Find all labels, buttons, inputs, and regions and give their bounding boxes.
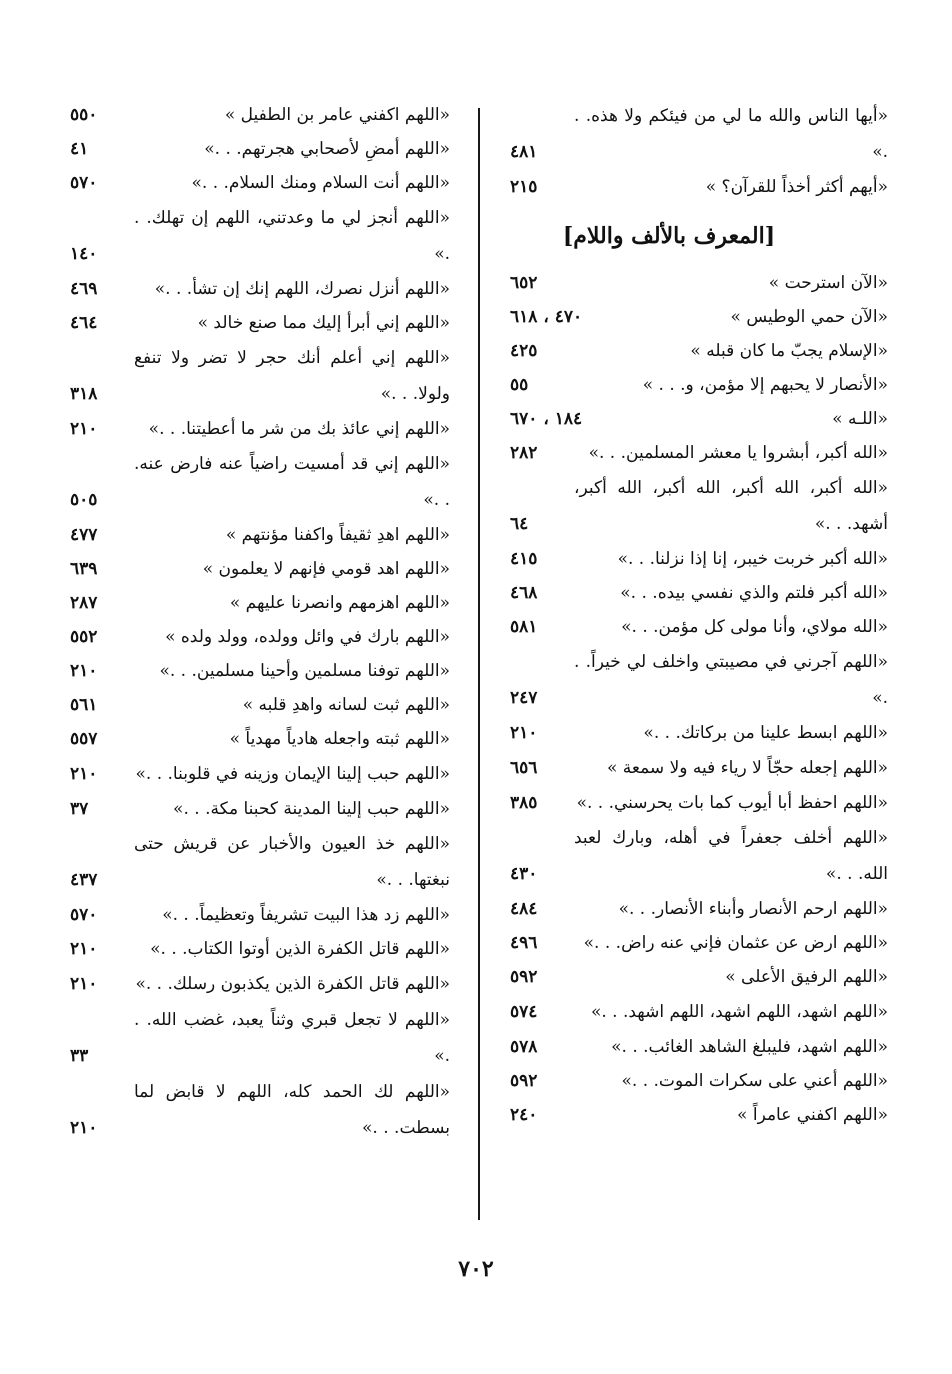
entry-text: «أيهم أكثر أخذاً للقرآن؟ »: [705, 177, 888, 197]
right-entries-b: [510, 266, 888, 1132]
index-entry: [510, 960, 888, 994]
entry-text: «اللهم اكفني عامر بن الطفيل »: [224, 105, 450, 125]
entry-text: «الأنصار لا يحبهم إلا مؤمن، و. . . »: [642, 375, 888, 395]
entry-page-number: ٤١: [70, 139, 89, 159]
index-entry: [70, 306, 450, 340]
entry-text: «اللهم ارحم الأنصار وأبناء الأنصار. . .»: [618, 899, 888, 919]
index-entry: [510, 300, 888, 334]
entry-text: «اللهم أنت السلام ومنك السلام. . .»: [191, 173, 450, 193]
entry-text: «اللهم قاتل الكفرة الذين يكذبون رسلك. . .»: [135, 974, 450, 994]
entry-page-number: ٤٩٦: [510, 933, 538, 953]
entry-page-number: ٥٩٢: [510, 967, 538, 987]
index-entry: [70, 412, 450, 446]
entry-text: «اللهم حبب إلينا الإيمان وزينه في قلوبنا. . .»: [135, 764, 450, 784]
index-entry: [510, 716, 888, 750]
entry-page-number: ٥٧٠: [70, 905, 98, 925]
index-entry: [510, 1030, 888, 1064]
index-entry: [510, 98, 888, 170]
entry-page-number: ٢٤٧: [510, 688, 538, 708]
index-entry: [70, 792, 450, 826]
entry-page-number: ٥٨١: [510, 617, 538, 637]
entry-page-number: ٤٨٤: [510, 899, 538, 919]
entry-text: «اللهم أعني على سكرات الموت. . .»: [621, 1071, 888, 1091]
entry-text: «اللهم اشهد، فليبلغ الشاهد الغائب. . .»: [611, 1037, 888, 1057]
right-entries-a: [510, 98, 888, 204]
index-entry: [70, 966, 450, 1002]
entry-page-number: ٤٧٧: [70, 525, 98, 545]
entry-page-number: ٦٤: [510, 514, 529, 534]
index-entry: [70, 688, 450, 722]
entry-text: «اللهم آجرني في مصيبتي واخلف لي خيراً. . .»: [574, 652, 888, 708]
index-entry: [70, 932, 450, 966]
entry-text: «اللهم إني قد أمسيت راضياً عنه فارض عنه. . .»: [134, 454, 450, 510]
entry-page-number: ٢١٠: [70, 661, 98, 681]
left-column: [70, 98, 450, 1146]
entry-text: «الله أكبر، أبشروا يا معشر المسلمين. . .»: [588, 443, 888, 463]
entry-page-number: ٤٣٧: [70, 870, 98, 890]
index-entry: [70, 654, 450, 688]
index-entry: [510, 750, 888, 786]
entry-page-number: ٢٤٠: [510, 1105, 538, 1125]
entry-text: «الآن حمي الوطيس »: [730, 307, 888, 327]
entry-text: «اللهم ارض عن عثمان فإني عنه راض. . .»: [583, 933, 888, 953]
entry-text: «اللهم ثبت لسانه واهدِ قلبه »: [242, 695, 450, 715]
entry-page-number: ٤٦٤: [70, 313, 98, 333]
index-entry: [510, 436, 888, 470]
entry-page-number: ١٤٠: [70, 244, 98, 264]
entry-page-number: ٢١٠: [70, 764, 98, 784]
entry-text: «اللهم إني أبرأ إليك مما صنع خالد »: [197, 313, 450, 333]
index-entry: [70, 340, 450, 412]
index-entry: [510, 1064, 888, 1098]
entry-text: «اللهم الرفيق الأعلى »: [725, 967, 888, 987]
entry-page-number: ٢١٠: [510, 723, 538, 743]
index-entry: [510, 926, 888, 960]
index-entry: [70, 898, 450, 932]
entry-text: «اللهم أنزل نصرك، اللهم إنك إن تشأ. . .»: [154, 279, 450, 299]
entry-text: «اللهم زد هذا البيت تشريفاً وتعظيماً. . .»: [162, 905, 450, 925]
entry-text: «الله مولاي، وأنا مولى كل مؤمن. . .»: [621, 617, 888, 637]
index-entry: [70, 586, 450, 620]
entry-text: «اللهم أخلف جعفراً في أهله، وبارك لعبد الله. . .»: [574, 828, 888, 884]
index-entry: [510, 820, 888, 892]
entry-text: «اللهم احفظ أبا أيوب كما بات يحرسني. . .»: [576, 793, 888, 813]
entry-text: «الله أكبر خربت خيبر، إنا إذا نزلنا. . .»: [617, 549, 888, 569]
entry-text: «اللهم قاتل الكفرة الذين أوتوا الكتاب. . .»: [150, 939, 450, 959]
index-entry: [70, 446, 450, 518]
entry-text: «الآن استرحت »: [768, 273, 888, 293]
entry-text: «اللهم بارك في وائل وولده، وولد ولده »: [165, 627, 450, 647]
entry-text: «اللهم لا تجعل قبري وثناً يعبد، غضب الله. . .»: [134, 1010, 450, 1066]
entry-text: «اللـه »: [832, 409, 888, 429]
entry-page-number: ٥٥: [510, 375, 529, 395]
entry-page-number: ٤٧٠ ، ٦١٨: [510, 307, 583, 327]
entry-page-number: ٢١٠: [70, 419, 98, 439]
index-entry: [510, 542, 888, 576]
entry-page-number: ٢١٠: [70, 939, 98, 959]
index-entry: [510, 786, 888, 820]
entry-text: «اللهم ثبته واجعله هادياً مهدياً »: [229, 729, 450, 749]
entry-page-number: ٣٣: [70, 1046, 89, 1066]
index-entry: [70, 1074, 450, 1146]
section-heading: [المعرف بالألف واللام]: [562, 223, 776, 249]
index-entry: [510, 368, 888, 402]
entry-text: «اللهم خذ العيون والأخبار عن قريش حتى نبغتها. . .»: [134, 834, 450, 890]
index-entry: [70, 200, 450, 272]
index-entry: [510, 1098, 888, 1132]
entry-text: «الإسلام يجبّ ما كان قبله »: [690, 341, 888, 361]
index-entry: [510, 994, 888, 1030]
entry-page-number: ٢٨٢: [510, 443, 538, 463]
index-entry: [510, 402, 888, 436]
entry-page-number: ٣١٨: [70, 384, 98, 404]
entry-page-number: ٢١٥: [510, 177, 538, 197]
entry-page-number: ٤٦٨: [510, 583, 538, 603]
index-entry: [70, 756, 450, 792]
left-entries: [70, 98, 450, 1146]
entry-page-number: ٥٥٢: [70, 627, 98, 647]
index-entry: [510, 334, 888, 368]
index-entry: [70, 272, 450, 306]
entry-page-number: ٥٦١: [70, 695, 98, 715]
index-entry: [70, 98, 450, 132]
entry-text: «اللهم اكفني عامراً »: [737, 1105, 888, 1125]
index-entry: [70, 166, 450, 200]
entry-text: «اللهم توفنا مسلمين وأحينا مسلمين. . .»: [159, 661, 450, 681]
entry-text: «اللهم ابسط علينا من بركاتك. . .»: [643, 723, 888, 743]
right-column: [510, 98, 888, 1132]
entry-page-number: ٤١٥: [510, 549, 538, 569]
index-entry: [70, 1002, 450, 1074]
index-entry: [510, 576, 888, 610]
index-entry: [510, 644, 888, 716]
entry-text: «اللهم اهزمهم وانصرنا عليهم »: [229, 593, 450, 613]
column-divider: [478, 108, 480, 1220]
entry-page-number: ٤٣٠: [510, 864, 538, 884]
index-entry: [70, 518, 450, 552]
index-entry: [70, 722, 450, 756]
entry-page-number: ٣٧: [70, 799, 89, 819]
entry-page-number: ٥٥٠: [70, 105, 98, 125]
entry-text: «أيها الناس والله ما لي من فيئكم ولا هذه. . .»: [574, 106, 888, 162]
index-entry: [70, 132, 450, 166]
entry-page-number: ١٨٤ ، ٦٧٠: [510, 409, 583, 429]
entry-text: «الله أكبر فلتم والذي نفسي بيده. . .»: [620, 583, 888, 603]
entry-text: «اللهم أنجز لي ما وعدتني، اللهم إن تهلك. . .»: [134, 208, 450, 264]
entry-text: «اللهم إجعله حجّاً لا رياء فيه ولا سمعة »: [606, 758, 888, 778]
entry-page-number: ٦٥٦: [510, 758, 538, 778]
index-entry: [70, 552, 450, 586]
entry-text: «اللهم أمضِ لأصحابي هجرتهم. . .»: [204, 139, 450, 159]
page-number: ٧٠٢: [458, 1256, 494, 1282]
index-entry: [510, 892, 888, 926]
entry-page-number: ٥٧٨: [510, 1037, 538, 1057]
index-entry: [70, 826, 450, 898]
entry-text: «اللهم حبب إلينا المدينة كحبنا مكة. . .»: [173, 799, 450, 819]
entry-text: «اللهم اهد قومي فإنهم لا يعلمون »: [202, 559, 450, 579]
entry-text: «الله أكبر، الله أكبر، الله أكبر، الله أكبر، أشهد. . .»: [574, 478, 888, 534]
entry-text: «اللهم لك الحمد كله، اللهم لا قابض لما بسطت. . .»: [134, 1082, 450, 1138]
entry-page-number: ٥٩٢: [510, 1071, 538, 1091]
entry-page-number: ٢١٠: [70, 974, 98, 994]
entry-page-number: ٥٧٠: [70, 173, 98, 193]
entry-page-number: ٥٧٤: [510, 1002, 538, 1022]
entry-page-number: ٦٥٢: [510, 273, 538, 293]
entry-text: «اللهم اهدِ ثقيفاً واكفنا مؤنتهم »: [225, 525, 450, 545]
entry-page-number: ٤٨١: [510, 142, 538, 162]
index-entry: [510, 266, 888, 300]
entry-text: «اللهم اشهد، اللهم اشهد، اللهم اشهد. . .»: [590, 1002, 888, 1022]
index-entry: [510, 470, 888, 542]
entry-page-number: ٦٣٩: [70, 559, 98, 579]
entry-text: «اللهم إني عائذ بك من شر ما أعطيتنا. . .»: [148, 419, 450, 439]
entry-page-number: ٣٨٥: [510, 793, 538, 813]
entry-page-number: ٢١٠: [70, 1118, 98, 1138]
index-entry: [510, 610, 888, 644]
entry-page-number: ٥٥٧: [70, 729, 98, 749]
entry-page-number: ٤٦٩: [70, 279, 98, 299]
entry-page-number: ٤٢٥: [510, 341, 538, 361]
entry-text: «اللهم إني أعلم أنك حجر لا تضر ولا تنفع ولولا. . .»: [134, 348, 450, 404]
entry-page-number: ٥٠٥: [70, 490, 98, 510]
index-entry: [70, 620, 450, 654]
index-entry: [510, 170, 888, 204]
entry-page-number: ٢٨٧: [70, 593, 98, 613]
